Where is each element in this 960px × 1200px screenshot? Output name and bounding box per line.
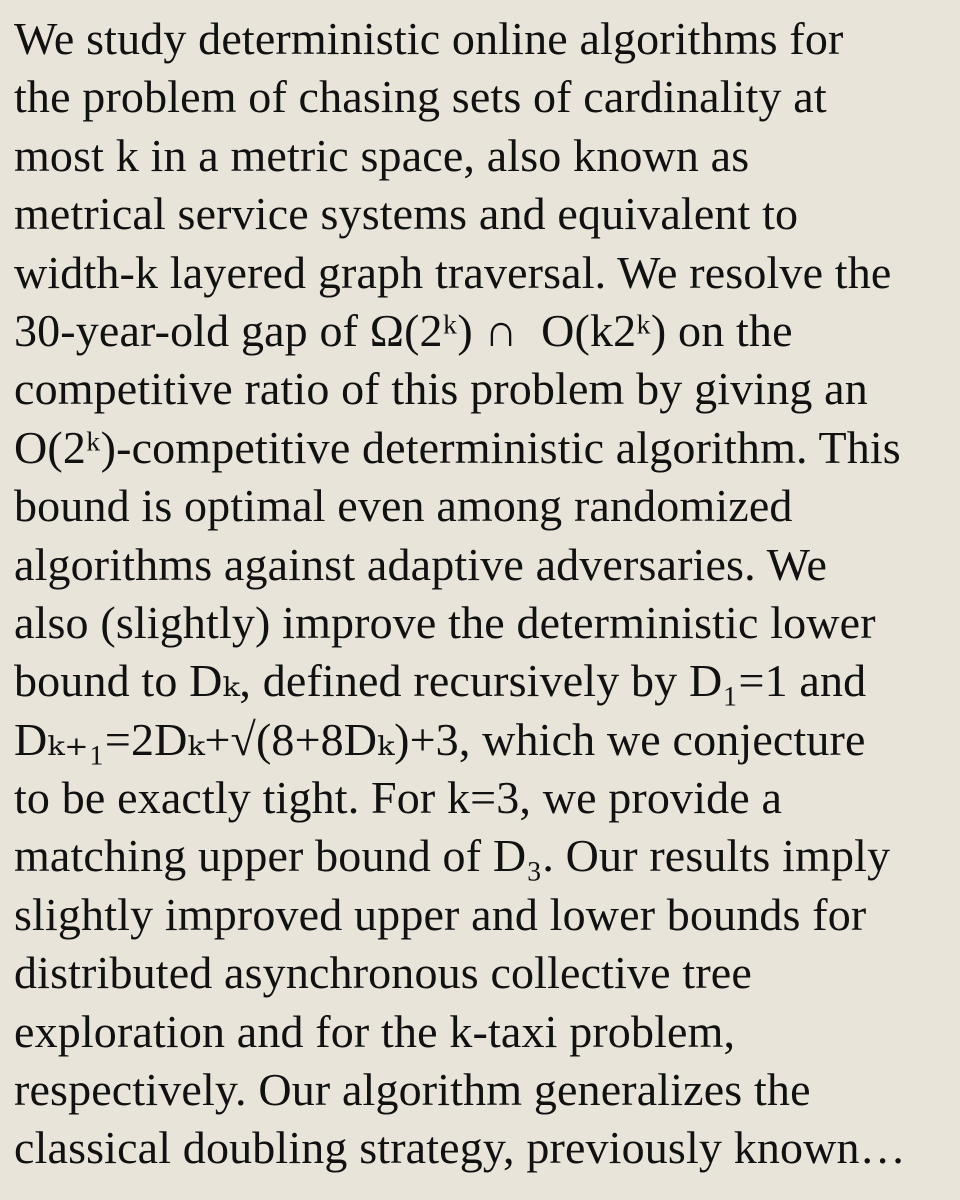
abstract-line: classical doubling strategy, previously known… [14,1122,906,1174]
abstract-line: metrical service systems and equivalent to [14,188,799,240]
abstract-line: distributed asynchronous collective tree [14,947,752,999]
abstract-line: matching upper bound of D₃. Our results imply [14,830,891,882]
abstract-line: bound is optimal even among randomized [14,480,793,532]
abstract-line: most k in a metric space, also known as [14,129,750,181]
abstract-line: width-k layered graph traversal. We resolve the [14,246,892,298]
abstract-line: also (slightly) improve the deterministic lower [14,596,876,648]
abstract-line: the problem of chasing sets of cardinality at [14,71,827,123]
abstract-line: to be exactly tight. For k=3, we provide a [14,772,783,824]
abstract-line: slightly improved upper and lower bounds for [14,888,867,940]
abstract-line: O(2ᵏ)-competitive deterministic algorithm. This [14,421,901,473]
abstract-line: bound to Dₖ, defined recursively by D₁=1 and [14,655,867,707]
abstract-line: exploration and for the k-taxi problem, [14,1005,736,1057]
abstract-text [14,10,954,1178]
abstract-line: Dₖ₊₁=2Dₖ+√(8+8Dₖ)+3, which we conjecture [14,713,866,765]
abstract-line: respectively. Our algorithm generalizes the [14,1064,811,1116]
abstract-line: algorithms against adaptive adversaries. We [14,538,828,590]
abstract-line: 30-year-old gap of Ω(2ᵏ) ∩ O(k2ᵏ) on the [14,304,793,356]
abstract-line: competitive ratio of this problem by giving an [14,363,868,415]
abstract-line: We study deterministic online algorithms for [14,13,844,64]
